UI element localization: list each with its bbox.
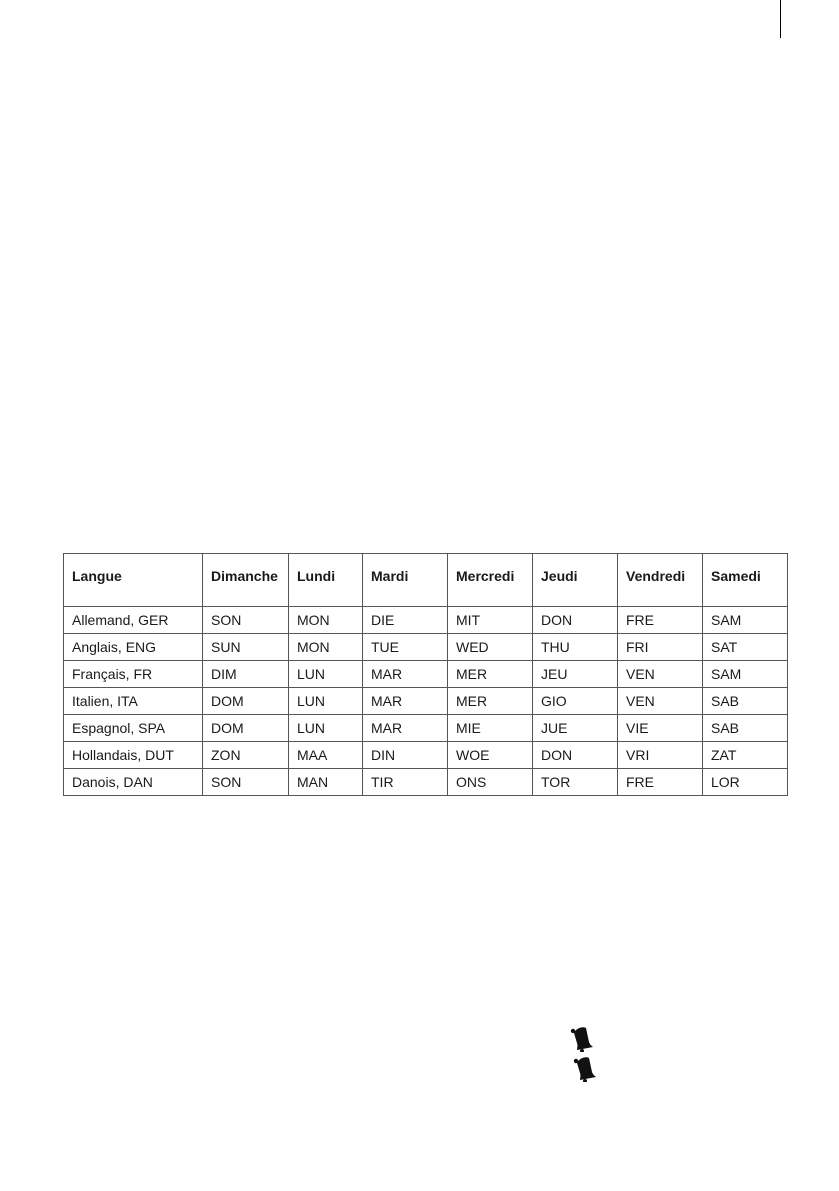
page-edge-line — [780, 0, 781, 38]
table-cell: VIE — [618, 715, 703, 742]
table-cell: DIE — [363, 607, 448, 634]
table-cell: JUE — [533, 715, 618, 742]
table-cell: VEN — [618, 661, 703, 688]
table-cell: ZAT — [703, 742, 788, 769]
table-cell: Italien, ITA — [64, 688, 203, 715]
header-cell-mardi: Mardi — [363, 554, 448, 607]
table-cell: Hollandais, DUT — [64, 742, 203, 769]
table-cell: MIT — [448, 607, 533, 634]
header-cell-lundi: Lundi — [289, 554, 363, 607]
alarm-bell-icon — [569, 1024, 595, 1052]
table-cell: MON — [289, 634, 363, 661]
table-cell: TIR — [363, 769, 448, 796]
table-cell: WOE — [448, 742, 533, 769]
table-cell: MAR — [363, 688, 448, 715]
table-cell: LUN — [289, 661, 363, 688]
table-cell: Anglais, ENG — [64, 634, 203, 661]
table-cell: GIO — [533, 688, 618, 715]
table-cell: DIM — [203, 661, 289, 688]
table-row — [64, 661, 788, 688]
table-header-row — [64, 554, 788, 607]
table-cell: SAM — [703, 661, 788, 688]
table-cell: DON — [533, 607, 618, 634]
table-cell: VEN — [618, 688, 703, 715]
table-row — [64, 769, 788, 796]
table-cell: Allemand, GER — [64, 607, 203, 634]
table-row — [64, 634, 788, 661]
table-cell: MAN — [289, 769, 363, 796]
table-cell: SAM — [703, 607, 788, 634]
table-row — [64, 742, 788, 769]
table-cell: FRE — [618, 607, 703, 634]
table-cell: TUE — [363, 634, 448, 661]
header-cell-dimanche: Dimanche — [203, 554, 289, 607]
table-cell: JEU — [533, 661, 618, 688]
table-cell: DON — [533, 742, 618, 769]
header-cell-langue: Langue — [64, 554, 203, 607]
table-cell: SAT — [703, 634, 788, 661]
table-cell: MAR — [363, 661, 448, 688]
table-cell: DIN — [363, 742, 448, 769]
table-cell: MON — [289, 607, 363, 634]
table-cell: MER — [448, 688, 533, 715]
table-cell: LOR — [703, 769, 788, 796]
table-cell: SAB — [703, 688, 788, 715]
table-cell: Français, FR — [64, 661, 203, 688]
table-cell: SUN — [203, 634, 289, 661]
table-row — [64, 715, 788, 742]
table-cell: Espagnol, SPA — [64, 715, 203, 742]
table-cell: Danois, DAN — [64, 769, 203, 796]
language-day-table — [63, 553, 788, 796]
table-cell: VRI — [618, 742, 703, 769]
header-cell-jeudi: Jeudi — [533, 554, 618, 607]
table-cell: SAB — [703, 715, 788, 742]
table-cell: MER — [448, 661, 533, 688]
table-cell: LUN — [289, 688, 363, 715]
alarm-bell-icon — [572, 1054, 598, 1082]
table-cell: ONS — [448, 769, 533, 796]
table-row — [64, 688, 788, 715]
table-cell: ZON — [203, 742, 289, 769]
table-cell: FRE — [618, 769, 703, 796]
table-cell: MAR — [363, 715, 448, 742]
table-row — [64, 607, 788, 634]
table-cell: FRI — [618, 634, 703, 661]
header-cell-mercredi: Mercredi — [448, 554, 533, 607]
header-cell-vendredi: Vendredi — [618, 554, 703, 607]
table-cell: LUN — [289, 715, 363, 742]
table-cell: MIE — [448, 715, 533, 742]
table-cell: SON — [203, 769, 289, 796]
header-cell-samedi: Samedi — [703, 554, 788, 607]
table-cell: THU — [533, 634, 618, 661]
table-cell: TOR — [533, 769, 618, 796]
table-cell: DOM — [203, 688, 289, 715]
table-cell: WED — [448, 634, 533, 661]
table-cell: DOM — [203, 715, 289, 742]
table-cell: MAA — [289, 742, 363, 769]
table-cell: SON — [203, 607, 289, 634]
